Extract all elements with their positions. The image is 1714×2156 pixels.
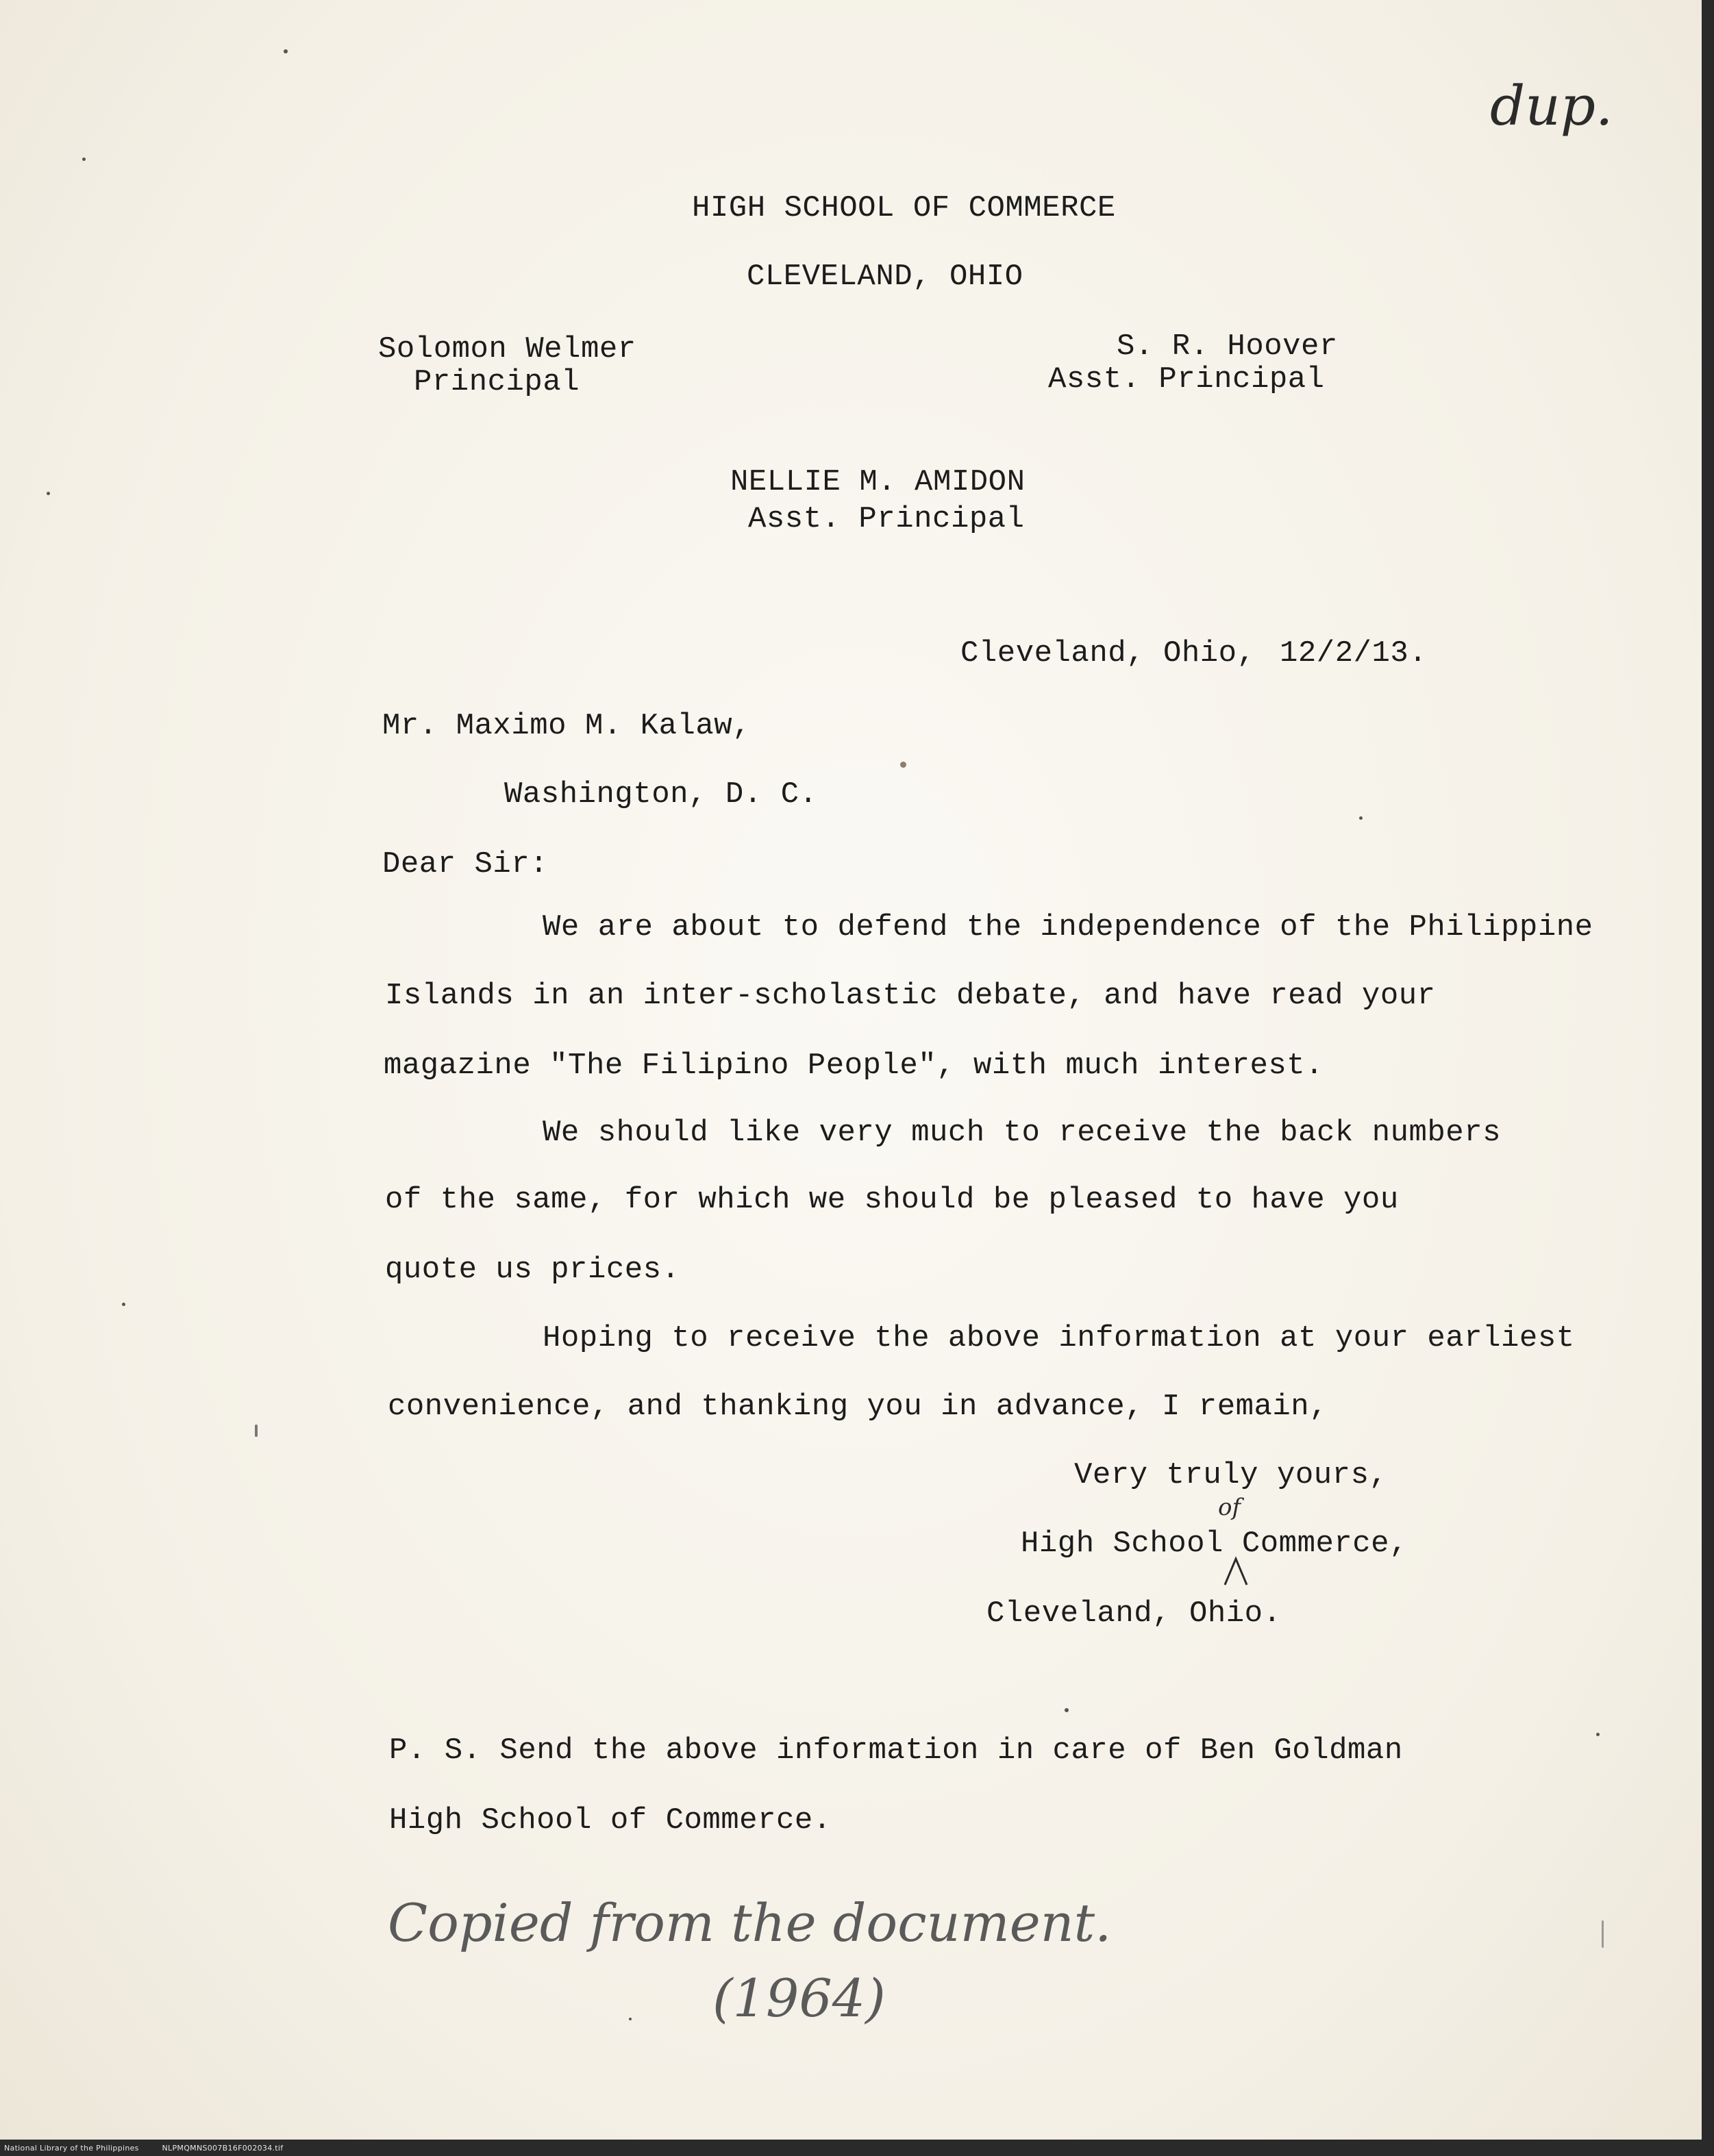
asst-principal-1-title: Asst. Principal [1048,362,1325,397]
footer-file-id: NLPMQMNS007B16F002034.tif [162,2144,284,2153]
body-line: We are about to defend the independence of the Philippine [543,910,1593,944]
scan-speck [1596,1733,1600,1736]
handwritten-year-note: (1964) [712,1968,886,2029]
body-line: of the same, for which we should be pleased to have you [385,1183,1399,1217]
letterhead-school: HIGH SCHOOL OF COMMERCE [692,191,1116,225]
body-line: Hoping to receive the above information at your earliest [543,1321,1575,1355]
asst-principal-2-name: NELLIE M. AMIDON [730,465,1026,499]
scan-speck [1602,1920,1604,1948]
handwritten-copied-note: Copied from the document. [388,1892,1112,1953]
body-line: quote us prices. [385,1253,680,1287]
scan-edge-right [1702,0,1714,2156]
signature-school: High School Commerce, [1021,1527,1408,1561]
scan-speck [900,762,906,768]
postscript-line-2: High School of Commerce. [389,1803,832,1838]
body-line: Islands in an inter-scholastic debate, and have read your [385,979,1436,1013]
scan-speck [284,49,288,53]
letterhead-city: CLEVELAND, OHIO [747,260,1023,294]
principal-name: Solomon Welmer [378,332,636,366]
dateline-date: 12/2/13. [1280,636,1428,670]
asst-principal-1-name: S. R. Hoover [1117,329,1338,364]
addressee-name: Mr. Maximo M. Kalaw, [382,709,752,743]
scan-speck [82,158,86,161]
scan-footer-label [4,2144,303,2153]
scan-speck [47,492,50,495]
footer-institution: National Library of the Philippines [4,2144,139,2153]
principal-title: Principal [414,365,580,399]
valediction: Very truly yours, [1074,1458,1388,1492]
scan-speck [1359,816,1363,820]
dateline-place: Cleveland, Ohio, [960,636,1256,670]
scan-edge-bottom [0,2140,1714,2156]
postscript-line-1: P. S. Send the above information in care of Ben Goldman [389,1733,1403,1768]
body-line: convenience, and thanking you in advance, I remain, [388,1390,1328,1424]
body-line: We should like very much to receive the back numbers [543,1116,1502,1150]
scan-speck [629,2018,632,2020]
addressee-location: Washington, D. C. [504,777,818,812]
scan-speck [1065,1708,1069,1712]
handwritten-insertion-of: of [1218,1494,1241,1521]
handwritten-dup-note: dup. [1490,74,1613,138]
body-line: magazine "The Filipino People", with much interest. [384,1049,1324,1083]
salutation: Dear Sir: [382,847,549,881]
scan-speck [122,1303,125,1306]
asst-principal-2-title: Asst. Principal [748,502,1025,536]
caret-insertion-mark [1222,1555,1250,1588]
signature-city: Cleveland, Ohio. [986,1596,1282,1631]
scan-speck [255,1425,258,1437]
